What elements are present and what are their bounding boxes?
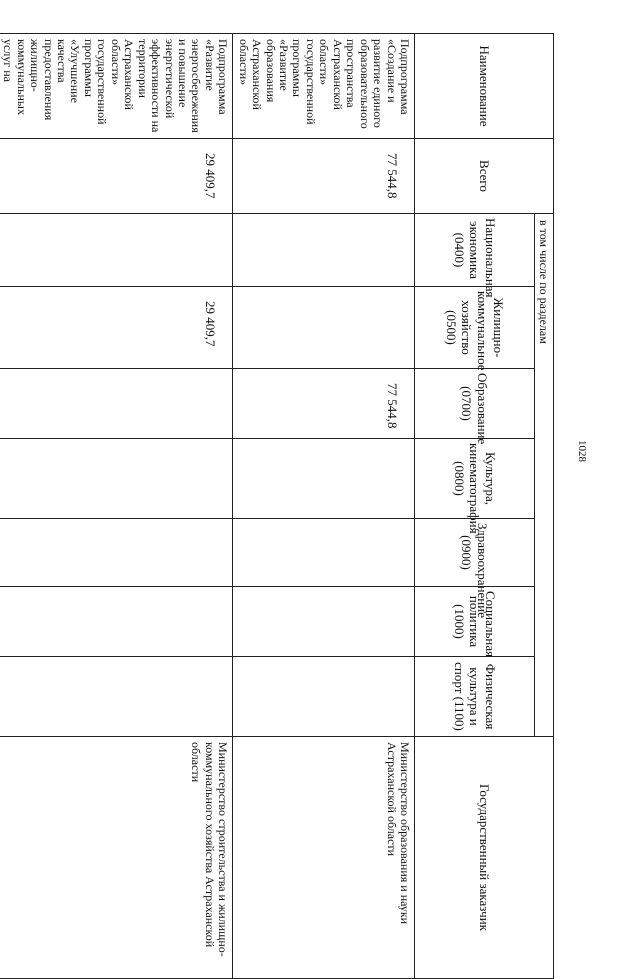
- row-1-section-1000: [233, 587, 415, 657]
- row-1-name: Подпрограмма «Создание и развитие единого образовательного пространства Астраханской области» государственной программы «Развитие образования Астраханской области»: [233, 34, 415, 139]
- header-total: Всего: [415, 139, 554, 214]
- row-2-name: Подпрограмма «Развитие энергосбережения и повышение энергетической эффективности на территории Астраханской области» государственной программы «Улучшение качества предоставления жилищно-коммунальных услуг на: [0, 34, 233, 139]
- header-section-1000: Социальная политика (1000): [415, 587, 535, 657]
- budget-table-rotated: [1, 33, 554, 957]
- row-2-section-0500: 29 409,7: [0, 287, 233, 369]
- header-section-0500: Жилищно-коммунальное хозяйство (0500): [415, 287, 535, 369]
- row-2-total: 29 409,7: [0, 139, 233, 214]
- header-name: Наименование: [415, 34, 554, 139]
- row-1-section-0500: [233, 287, 415, 369]
- header-section-0900: Здравоохранение (0900): [415, 519, 535, 587]
- row-2-section-0400: [0, 214, 233, 287]
- row-1-section-1100: [233, 657, 415, 737]
- header-customer: Государственный заказчик: [415, 737, 554, 979]
- row-2-section-0900: [0, 519, 233, 587]
- row-2-section-0800: [0, 439, 233, 519]
- row-2-section-1100: [0, 657, 233, 737]
- row-1-section-0800: [233, 439, 415, 519]
- table-row: [233, 34, 415, 979]
- header-section-0400: Национальная экономика (0400): [415, 214, 535, 287]
- header-section-1100: Физическая культура и спорт (1100): [415, 657, 535, 737]
- header-section-0700: Образование (0700): [415, 369, 535, 439]
- budget-table: [0, 33, 554, 979]
- row-1-section-0900: [233, 519, 415, 587]
- table-row: [0, 34, 233, 979]
- page-number: 1028: [576, 440, 588, 462]
- header-section-0800: Культура, кинематография (0800): [415, 439, 535, 519]
- row-2-section-0700: [0, 369, 233, 439]
- row-2-customer: Министерство строительства и жилищно-коммунального хозяйства Астраханской области: [0, 737, 233, 979]
- row-1-customer: Министерство образования и науки Астраханской области: [233, 737, 415, 979]
- header-sections-group: в том числе по разделам: [535, 214, 554, 737]
- row-1-total: 77 544,8: [233, 139, 415, 214]
- row-1-section-0700: 77 544,8: [233, 369, 415, 439]
- row-2-section-1000: [0, 587, 233, 657]
- row-1-section-0400: [233, 214, 415, 287]
